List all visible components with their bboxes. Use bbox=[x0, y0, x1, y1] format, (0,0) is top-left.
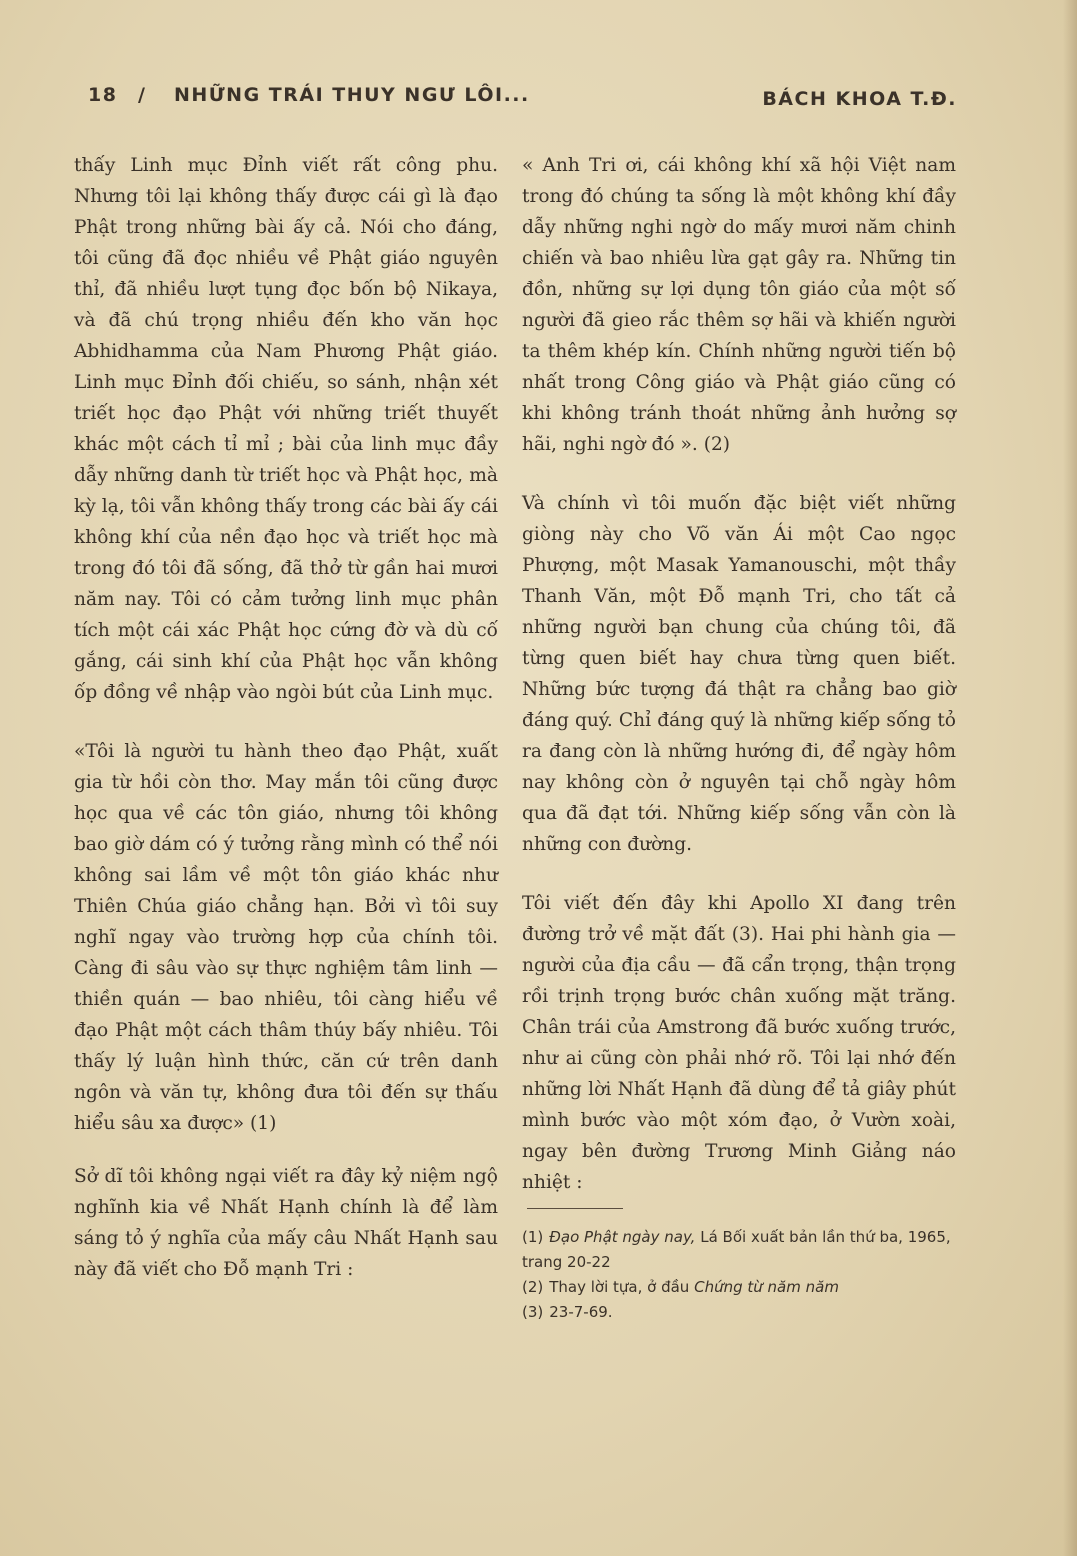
page-header bbox=[88, 84, 957, 116]
footnote-2-title: Chứng từ năm năm bbox=[694, 1278, 839, 1296]
right-column bbox=[522, 150, 956, 1325]
left-paragraph-1: thấy Linh mục Đỉnh viết rất công phu. Nhưng tôi lại không thấy được cái gì là đạo Phật trong những bài ấy cả. Nói cho đáng, tôi cũng đã đọc nhiều về Phật giáo nguyên thỉ, đã nhiều lượt tụng đọc bốn bộ Nikaya, và đã chú trọng nhiều đến kho văn học Abhidhamma của Nam Phương Phật giáo. Linh mục Đỉnh đối chiếu, so sánh, nhận xét triết học đạo Phật với những triết thuyết khác một cách tỉ mỉ ; bài của linh mục đầy dẫy những danh từ triết học và Phật học, mà kỳ lạ, tôi vẫn không thấy trong các bài ấy cái không khí của nền đạo học và triết học mà trong đó tôi đã sống, đã thở từ gần hai mươi năm nay. Tôi có cảm tưởng linh mục phân tích một cái xác Phật học cứng đờ và dù cố gắng, cái sinh khí của Phật học vẫn không ốp đồng về nhập vào ngòi bút của Linh mục. bbox=[74, 155, 498, 703]
right-paragraph-1-quote: « Anh Tri ơi, cái không khí xã hội Việt nam trong đó chúng ta sống là một không khí đầy dẫy những nghi ngờ do mấy mươi năm chinh chiến và bao nhiêu lừa gạt gây ra. Những tin đồn, những sự lợi dụng tôn giáo của một số người đã gieo rắc thêm sợ hãi và khiến người ta thêm khép kín. Chính những người tiến bộ nhất trong Công giáo và Phật giáo cũng có khi không tránh thoát những ảnh hưởng sợ hãi, nghi ngờ đó ». (2) bbox=[522, 155, 956, 455]
footnote-1-text: Lá Bối xuất bản lần thứ ba, 1965, trang 20-22 bbox=[522, 1228, 951, 1271]
footnote-2 bbox=[522, 1275, 956, 1300]
header-separator: / bbox=[138, 84, 147, 106]
footnote-1-title: Đạo Phật ngày nay, bbox=[549, 1228, 696, 1246]
page-edge-shadow bbox=[1063, 0, 1077, 1556]
footnote-2-text: Thay lời tựa, ở đầu bbox=[549, 1278, 690, 1296]
footnote-3 bbox=[522, 1300, 956, 1325]
footnote-3-text: 23-7-69. bbox=[549, 1303, 613, 1321]
left-column bbox=[74, 150, 498, 1285]
right-paragraph-2: Và chính vì tôi muốn đặc biệt viết những giòng này cho Võ văn Ái một Cao ngọc Phượng, một Masak Yamanouschi, một thầy Thanh Văn, một Đỗ mạnh Tri, cho tất cả những người bạn chung của chúng tôi, đã từng quen biết hay chưa từng quen biết. Những bức tượng đá thật ra chẳng bao giờ đáng quý. Chỉ đáng quý là những kiếp sống tỏ ra đang còn là những hướng đi, để ngày hôm nay không còn ở nguyên tại chỗ ngày hôm qua đã đạt tới. Những kiếp sống vẫn còn là những con đường. bbox=[522, 493, 956, 855]
footnote-divider bbox=[527, 1208, 623, 1209]
footnote-3-number: (3) bbox=[522, 1303, 544, 1321]
right-paragraph-3: Tôi viết đến đây khi Apollo XI đang trên đường trở về mặt đất (3). Hai phi hành gia — người của địa cầu — đã cẩn trọng, thận trọng rồi trịnh trọng bước chân xuống mặt trăng. Chân trái của Amstrong đã bước xuống trước, như ai cũng còn phải nhớ rõ. Tôi lại nhớ đến những lời Nhất Hạnh đã dùng để tả giây phút mình bước vào một xóm đạo, ở Vườn xoài, ngay bên đường Trương Minh Giảng náo nhiệt : bbox=[522, 893, 956, 1193]
footnote-1-number: (1) bbox=[522, 1228, 544, 1246]
running-title: NHỮNG TRÁI THUY NGƯ LÔI... bbox=[174, 84, 530, 106]
left-paragraph-3: Sở dĩ tôi không ngại viết ra đây kỷ niệm ngộ nghĩnh kia về Nhất Hạnh chính là để làm sáng tỏ ý nghĩa của mấy câu Nhất Hạnh sau này đã viết cho Đỗ mạnh Tri : bbox=[74, 1166, 498, 1280]
page-number: 18 bbox=[88, 84, 118, 106]
footnote-2-number: (2) bbox=[522, 1278, 544, 1296]
footnote-1 bbox=[522, 1225, 956, 1275]
left-paragraph-2-quote: «Tôi là người tu hành theo đạo Phật, xuất gia từ hồi còn thơ. May mắn tôi cũng được học qua về các tôn giáo, nhưng tôi không bao giờ dám có ý tưởng rằng mình có thể nói không sai lầm về một tôn giáo khác như Thiên Chúa giáo chẳng hạn. Bởi vì tôi suy nghĩ ngay vào trường hợp của chính tôi. Càng đi sâu vào sự thực nghiệm tâm linh — thiền quán — bao nhiêu, tôi càng hiểu về đạo Phật một cách thâm thúy bấy nhiêu. Tôi thấy lý luận hình thức, căn cứ trên danh ngôn và văn tự, không đưa tôi đến sự thấu hiểu sâu xa được» (1) bbox=[74, 741, 498, 1134]
magazine-name: BÁCH KHOA T.Đ. bbox=[762, 88, 957, 110]
